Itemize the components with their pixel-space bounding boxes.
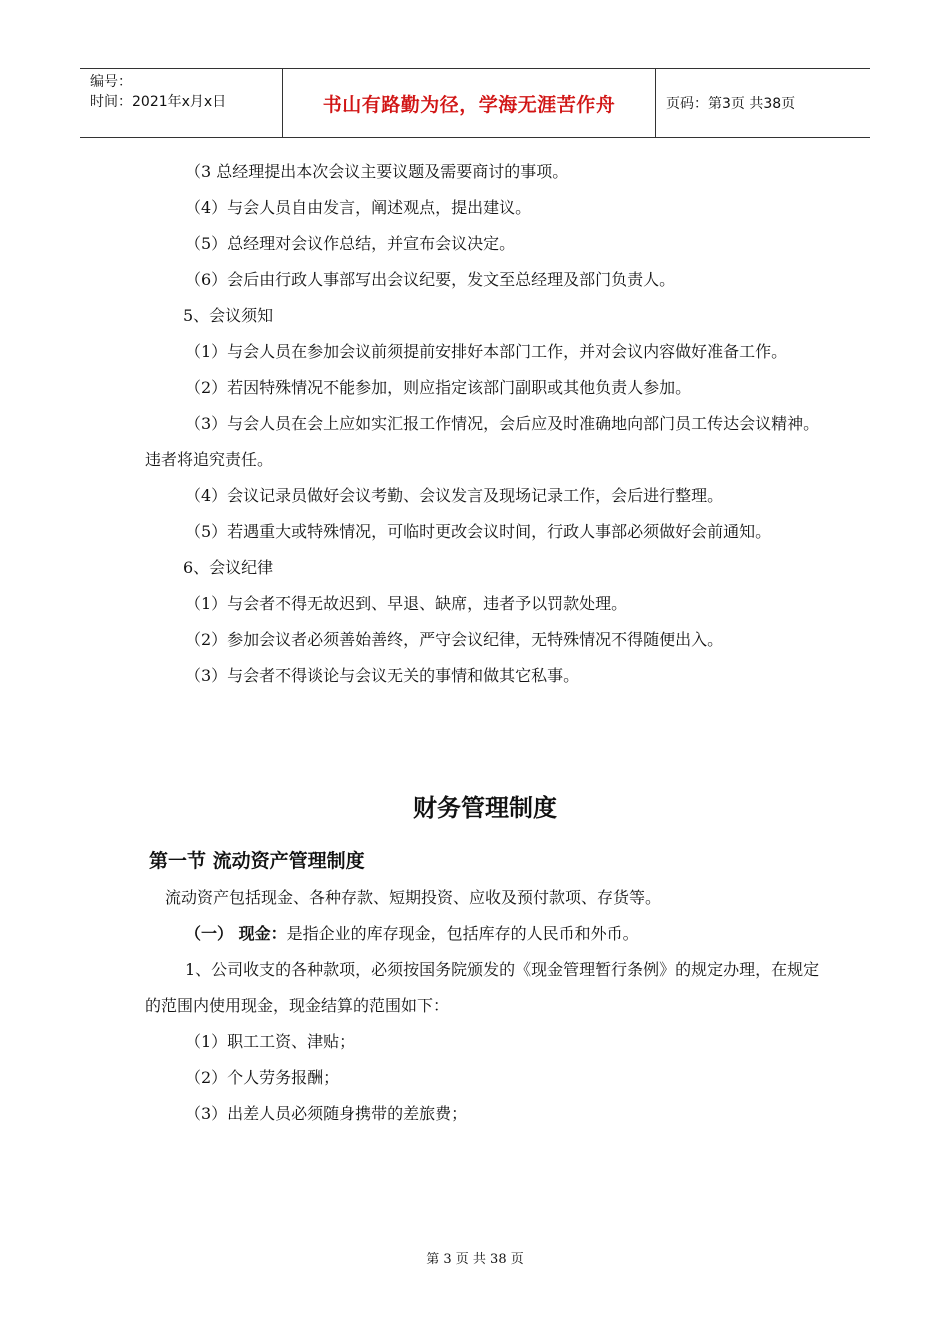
paragraph: （4）会议记录员做好会议考勤、会议发言及现场记录工作，会后进行整理。 <box>185 486 724 505</box>
document-body <box>145 154 825 1132</box>
paragraph: （1）职工工资、津贴； <box>185 1032 356 1051</box>
paragraph: （5）总经理对会议作总结，并宣布会议决定。 <box>185 234 516 253</box>
section-title: 第一节 流动资产管理制度 <box>149 850 365 872</box>
cash-text: 是指企业的库存现金，包括库存的人民币和外币。 <box>286 924 639 943</box>
document-title: 财务管理制度 <box>413 794 557 822</box>
header-meta <box>80 69 282 137</box>
paragraph: （3）出差人员必须随身携带的差旅费； <box>185 1104 468 1123</box>
paragraph: （2）个人劳务报酬； <box>185 1068 340 1087</box>
paragraph: （3）与会人员在会上应如实汇报工作情况，会后应及时准确地向部门员工传达会议精神。违者将追究责任。 <box>145 414 820 469</box>
paragraph: （6）会后由行政人事部写出会议纪要，发文至总经理及部门负责人。 <box>185 270 676 289</box>
paragraph: （4）与会人员自由发言，阐述观点，提出建议。 <box>185 198 532 217</box>
document-number-label: 编号： <box>90 74 132 90</box>
paragraph: （1）与会者不得无故迟到、早退、缺席，违者予以罚款处理。 <box>185 594 628 613</box>
subheading: 5、会议须知 <box>183 306 274 325</box>
header-motto: 书山有路勤为径，学海无涯苦作舟 <box>322 93 616 116</box>
paragraph: （1）与会人员在参加会议前须提前安排好本部门工作，并对会议内容做好准备工作。 <box>185 342 788 361</box>
paragraph: 1、公司收支的各种款项，必须按国务院颁发的《现金管理暂行条例》的规定办理，在规定的范围内使用现金，现金结算的范围如下： <box>145 960 820 1015</box>
subheading: 6、会议纪律 <box>183 558 274 577</box>
paragraph: （3）与会者不得谈论与会议无关的事情和做其它私事。 <box>185 666 580 685</box>
cash-label: （一） 现金： <box>185 924 287 943</box>
paragraph: （5）若遇重大或特殊情况，可临时更改会议时间，行政人事部必须做好会前通知。 <box>185 522 772 541</box>
paragraph: （2）若因特殊情况不能参加，则应指定该部门副职或其他负责人参加。 <box>185 378 692 397</box>
document-date-label: 时间：2021年x月x日 <box>90 94 227 110</box>
header-page-cell <box>656 69 870 137</box>
header-page-label: 页码：第3页 共38页 <box>666 96 796 112</box>
header-motto-cell <box>282 69 656 137</box>
paragraph: （2）参加会议者必须善始善终，严守会议纪律，无特殊情况不得随便出入。 <box>185 630 724 649</box>
spacer <box>145 694 825 784</box>
page-footer: 第 3 页 共 38 页 <box>426 1252 524 1267</box>
cash-paragraph <box>145 916 825 952</box>
page-header <box>80 68 870 138</box>
paragraph: （3 总经理提出本次会议主要议题及需要商讨的事项。 <box>185 162 569 181</box>
paragraph: 流动资产包括现金、各种存款、短期投资、应收及预付款项、存货等。 <box>165 888 662 907</box>
